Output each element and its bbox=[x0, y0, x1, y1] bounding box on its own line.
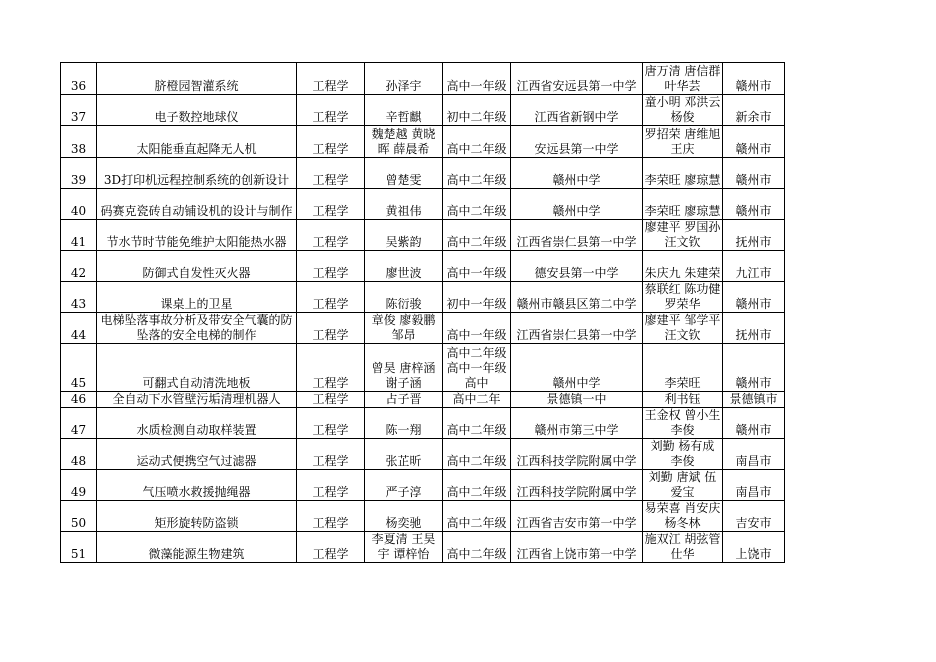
grade-text: 高中二年级 bbox=[446, 423, 507, 437]
cell-project bbox=[97, 63, 297, 95]
no-text: 42 bbox=[70, 266, 87, 280]
no-text: 36 bbox=[70, 79, 87, 93]
city-text: 赣州市 bbox=[735, 423, 772, 437]
cell-no bbox=[61, 408, 97, 439]
cell-project bbox=[97, 344, 297, 392]
no-text: 39 bbox=[70, 173, 87, 187]
grade-text: 高中二年级 bbox=[446, 204, 507, 218]
cell-school bbox=[511, 63, 643, 95]
category-text: 工程学 bbox=[312, 547, 349, 561]
cell-teacher bbox=[643, 251, 723, 282]
school-text: 赣州市赣县区第二中学 bbox=[516, 297, 637, 311]
cell-teacher bbox=[643, 408, 723, 439]
cell-project bbox=[97, 189, 297, 220]
teacher-text: 廖建平 罗国孙 汪文钦 bbox=[644, 220, 721, 249]
teacher-text: 易荣喜 肖安庆 杨冬林 bbox=[644, 501, 721, 530]
no-text: 44 bbox=[70, 328, 87, 342]
teacher-text: 李荣旺 廖琼慧 bbox=[644, 204, 721, 218]
cell-author bbox=[365, 439, 443, 470]
grade-text: 高中二年级 bbox=[446, 173, 507, 187]
table-row bbox=[61, 251, 785, 282]
cell-project bbox=[97, 408, 297, 439]
cell-teacher bbox=[643, 282, 723, 313]
cell-category bbox=[297, 220, 365, 251]
teacher-text: 李荣旺 廖琼慧 bbox=[644, 173, 721, 187]
table-row bbox=[61, 220, 785, 251]
author-text: 严子淳 bbox=[385, 485, 422, 499]
cell-author bbox=[365, 532, 443, 563]
cell-author bbox=[365, 189, 443, 220]
project-text: 节水节时节能免维护太阳能热水器 bbox=[106, 235, 287, 249]
cell-grade bbox=[443, 313, 511, 344]
cell-project bbox=[97, 392, 297, 408]
cell-no bbox=[61, 63, 97, 95]
city-text: 吉安市 bbox=[735, 516, 772, 530]
project-text: 微藻能源生物建筑 bbox=[148, 547, 245, 561]
category-text: 工程学 bbox=[312, 423, 349, 437]
cell-school bbox=[511, 532, 643, 563]
cell-category bbox=[297, 126, 365, 158]
cell-category bbox=[297, 344, 365, 392]
cell-project bbox=[97, 313, 297, 344]
cell-grade bbox=[443, 501, 511, 532]
author-text: 魏楚越 黄晓晖 薛晨希 bbox=[371, 127, 436, 156]
cell-category bbox=[297, 313, 365, 344]
school-text: 赣州中学 bbox=[552, 173, 601, 187]
cell-city bbox=[723, 313, 785, 344]
cell-no bbox=[61, 95, 97, 126]
cell-category bbox=[297, 439, 365, 470]
cell-city bbox=[723, 63, 785, 95]
cell-teacher bbox=[643, 95, 723, 126]
cell-teacher bbox=[643, 392, 723, 408]
cell-author bbox=[365, 282, 443, 313]
cell-school bbox=[511, 408, 643, 439]
cell-city bbox=[723, 251, 785, 282]
cell-city bbox=[723, 392, 785, 408]
city-text: 南昌市 bbox=[735, 485, 772, 499]
author-text: 陈一翔 bbox=[385, 423, 422, 437]
category-text: 工程学 bbox=[312, 485, 349, 499]
cell-category bbox=[297, 63, 365, 95]
teacher-text: 施双江 胡弦管仕华 bbox=[644, 532, 721, 561]
cell-city bbox=[723, 408, 785, 439]
school-text: 江西省安远县第一中学 bbox=[516, 79, 637, 93]
cell-school bbox=[511, 344, 643, 392]
city-text: 抚州市 bbox=[735, 235, 772, 249]
no-text: 40 bbox=[70, 204, 87, 218]
cell-teacher bbox=[643, 220, 723, 251]
cell-project bbox=[97, 532, 297, 563]
cell-city bbox=[723, 501, 785, 532]
grade-text: 高中二年级 bbox=[446, 142, 507, 156]
table-row bbox=[61, 282, 785, 313]
cell-project bbox=[97, 126, 297, 158]
category-text: 工程学 bbox=[312, 204, 349, 218]
cell-grade bbox=[443, 282, 511, 313]
city-text: 赣州市 bbox=[735, 79, 772, 93]
city-text: 赣州市 bbox=[735, 376, 772, 390]
teacher-text: 蔡联红 陈功健 罗荣华 bbox=[644, 282, 721, 311]
grade-text: 高中一年级 bbox=[446, 266, 507, 280]
cell-category bbox=[297, 470, 365, 501]
cell-school bbox=[511, 189, 643, 220]
table-row bbox=[61, 126, 785, 158]
project-text: 防御式自发性灭火器 bbox=[142, 266, 251, 280]
cell-teacher bbox=[643, 63, 723, 95]
cell-city bbox=[723, 532, 785, 563]
cell-city bbox=[723, 95, 785, 126]
cell-grade bbox=[443, 158, 511, 189]
author-text: 廖世波 bbox=[385, 266, 422, 280]
cell-city bbox=[723, 189, 785, 220]
cell-no bbox=[61, 439, 97, 470]
no-text: 51 bbox=[70, 547, 87, 561]
grade-text: 高中二年级 bbox=[446, 547, 507, 561]
cell-school bbox=[511, 282, 643, 313]
no-text: 43 bbox=[70, 297, 87, 311]
no-text: 38 bbox=[70, 142, 87, 156]
cell-no bbox=[61, 470, 97, 501]
school-text: 江西省上饶市第一中学 bbox=[516, 547, 637, 561]
project-text: 码赛克瓷砖自动铺设机的设计与制作 bbox=[100, 204, 293, 218]
cell-school bbox=[511, 95, 643, 126]
cell-grade bbox=[443, 532, 511, 563]
category-text: 工程学 bbox=[312, 79, 349, 93]
grade-text: 高中二年级 bbox=[446, 516, 507, 530]
cell-category bbox=[297, 95, 365, 126]
category-text: 工程学 bbox=[312, 173, 349, 187]
city-text: 赣州市 bbox=[735, 173, 772, 187]
author-text: 孙泽宇 bbox=[385, 79, 422, 93]
cell-teacher bbox=[643, 158, 723, 189]
project-text: 气压喷水救援抛绳器 bbox=[142, 485, 251, 499]
cell-project bbox=[97, 470, 297, 501]
project-text: 电梯坠落事故分析及带安全气囊的防坠落的安全电梯的制作 bbox=[100, 313, 293, 342]
school-text: 景德镇一中 bbox=[546, 392, 607, 406]
school-text: 安远县第一中学 bbox=[534, 142, 619, 156]
city-text: 赣州市 bbox=[735, 204, 772, 218]
cell-no bbox=[61, 282, 97, 313]
cell-author bbox=[365, 313, 443, 344]
cell-teacher bbox=[643, 501, 723, 532]
cell-teacher bbox=[643, 470, 723, 501]
school-text: 江西科技学院附属中学 bbox=[516, 485, 637, 499]
cell-city bbox=[723, 439, 785, 470]
cell-project bbox=[97, 439, 297, 470]
grade-text: 高中二年级 高中一年级 高中 bbox=[446, 346, 507, 390]
school-text: 德安县第一中学 bbox=[534, 266, 619, 280]
project-text: 太阳能垂直起降无人机 bbox=[136, 142, 257, 156]
project-text: 可翻式自动清洗地板 bbox=[142, 376, 251, 390]
grade-text: 高中二年 bbox=[452, 392, 501, 406]
cell-category bbox=[297, 189, 365, 220]
category-text: 工程学 bbox=[312, 454, 349, 468]
cell-teacher bbox=[643, 126, 723, 158]
cell-school bbox=[511, 470, 643, 501]
city-text: 抚州市 bbox=[735, 328, 772, 342]
table-row bbox=[61, 158, 785, 189]
cell-grade bbox=[443, 251, 511, 282]
cell-teacher bbox=[643, 313, 723, 344]
cell-grade bbox=[443, 392, 511, 408]
no-text: 50 bbox=[70, 516, 87, 530]
project-text: 运动式便携空气过滤器 bbox=[136, 454, 257, 468]
category-text: 工程学 bbox=[312, 376, 349, 390]
cell-grade bbox=[443, 95, 511, 126]
cell-school bbox=[511, 220, 643, 251]
cell-grade bbox=[443, 344, 511, 392]
cell-grade bbox=[443, 63, 511, 95]
table-row bbox=[61, 470, 785, 501]
category-text: 工程学 bbox=[312, 266, 349, 280]
cell-school bbox=[511, 158, 643, 189]
author-text: 陈衍骏 bbox=[385, 297, 422, 311]
cell-teacher bbox=[643, 189, 723, 220]
category-text: 工程学 bbox=[312, 297, 349, 311]
project-text: 水质检测自动取样装置 bbox=[136, 423, 257, 437]
school-text: 赣州中学 bbox=[552, 376, 601, 390]
cell-project bbox=[97, 251, 297, 282]
school-text: 江西省新钢中学 bbox=[534, 110, 619, 124]
cell-no bbox=[61, 189, 97, 220]
city-text: 赣州市 bbox=[735, 297, 772, 311]
city-text: 上饶市 bbox=[735, 547, 772, 561]
teacher-text: 刘勤 唐斌 伍爱宝 bbox=[648, 470, 717, 499]
city-text: 景德镇市 bbox=[729, 392, 778, 406]
table-row bbox=[61, 501, 785, 532]
table-row bbox=[61, 439, 785, 470]
category-text: 工程学 bbox=[312, 142, 349, 156]
category-text: 工程学 bbox=[312, 392, 349, 406]
cell-author bbox=[365, 344, 443, 392]
cell-teacher bbox=[643, 439, 723, 470]
project-text: 课桌上的卫星 bbox=[160, 297, 233, 311]
project-text: 全自动下水管壁污垢清理机器人 bbox=[112, 392, 281, 406]
table-row bbox=[61, 95, 785, 126]
cell-school bbox=[511, 251, 643, 282]
cell-no bbox=[61, 392, 97, 408]
teacher-text: 廖建平 邹学平 汪文钦 bbox=[644, 313, 721, 342]
cell-city bbox=[723, 158, 785, 189]
school-text: 江西省吉安市第一中学 bbox=[516, 516, 637, 530]
no-text: 47 bbox=[70, 423, 87, 437]
cell-author bbox=[365, 158, 443, 189]
cell-city bbox=[723, 344, 785, 392]
cell-teacher bbox=[643, 344, 723, 392]
teacher-text: 利书钰 bbox=[664, 392, 701, 406]
teacher-text: 刘勤 杨有成 李俊 bbox=[650, 439, 715, 468]
no-text: 48 bbox=[70, 454, 87, 468]
cell-category bbox=[297, 532, 365, 563]
cell-category bbox=[297, 392, 365, 408]
cell-city bbox=[723, 470, 785, 501]
table-row bbox=[61, 408, 785, 439]
cell-author bbox=[365, 126, 443, 158]
cell-grade bbox=[443, 189, 511, 220]
cell-project bbox=[97, 282, 297, 313]
author-text: 黄祖伟 bbox=[385, 204, 422, 218]
cell-category bbox=[297, 158, 365, 189]
cell-school bbox=[511, 392, 643, 408]
cell-grade bbox=[443, 220, 511, 251]
cell-category bbox=[297, 501, 365, 532]
no-text: 49 bbox=[70, 485, 87, 499]
table-row bbox=[61, 392, 785, 408]
school-text: 江西省崇仁县第一中学 bbox=[516, 328, 637, 342]
project-text: 3D打印机远程控制系统的创新设计 bbox=[103, 173, 290, 187]
grade-text: 高中一年级 bbox=[446, 79, 507, 93]
author-text: 杨奕驰 bbox=[385, 516, 422, 530]
grade-text: 高中二年级 bbox=[446, 454, 507, 468]
cell-project bbox=[97, 158, 297, 189]
cell-author bbox=[365, 63, 443, 95]
cell-author bbox=[365, 251, 443, 282]
cell-no bbox=[61, 158, 97, 189]
author-text: 占子晋 bbox=[385, 392, 422, 406]
cell-project bbox=[97, 95, 297, 126]
school-text: 江西科技学院附属中学 bbox=[516, 454, 637, 468]
author-text: 曾昊 唐梓涵 谢子涵 bbox=[371, 361, 436, 390]
category-text: 工程学 bbox=[312, 516, 349, 530]
cell-city bbox=[723, 220, 785, 251]
school-text: 江西省崇仁县第一中学 bbox=[516, 235, 637, 249]
cell-city bbox=[723, 282, 785, 313]
cell-no bbox=[61, 532, 97, 563]
cell-teacher bbox=[643, 532, 723, 563]
city-text: 九江市 bbox=[735, 266, 772, 280]
grade-text: 初中一年级 bbox=[446, 297, 507, 311]
grade-text: 高中二年级 bbox=[446, 235, 507, 249]
cell-project bbox=[97, 501, 297, 532]
table-row bbox=[61, 189, 785, 220]
city-text: 南昌市 bbox=[735, 454, 772, 468]
teacher-text: 李荣旺 bbox=[664, 376, 701, 390]
teacher-text: 童小明 邓洪云 杨俊 bbox=[644, 95, 721, 124]
cell-grade bbox=[443, 126, 511, 158]
cell-no bbox=[61, 251, 97, 282]
no-text: 46 bbox=[70, 392, 87, 406]
teacher-text: 罗招荣 唐维旭 王庆 bbox=[644, 127, 721, 156]
cell-category bbox=[297, 282, 365, 313]
cell-no bbox=[61, 313, 97, 344]
cell-grade bbox=[443, 408, 511, 439]
table-row bbox=[61, 63, 785, 95]
school-text: 赣州市第三中学 bbox=[534, 423, 619, 437]
project-table bbox=[60, 62, 785, 563]
author-text: 张芷昕 bbox=[385, 454, 422, 468]
grade-text: 高中二年级 bbox=[446, 485, 507, 499]
cell-no bbox=[61, 344, 97, 392]
school-text: 赣州中学 bbox=[552, 204, 601, 218]
cell-city bbox=[723, 126, 785, 158]
no-text: 37 bbox=[70, 110, 87, 124]
no-text: 41 bbox=[70, 235, 87, 249]
cell-school bbox=[511, 313, 643, 344]
cell-school bbox=[511, 439, 643, 470]
city-text: 赣州市 bbox=[735, 142, 772, 156]
author-text: 章俊 廖毅鹏 邹昂 bbox=[371, 313, 436, 342]
cell-author bbox=[365, 501, 443, 532]
cell-grade bbox=[443, 439, 511, 470]
category-text: 工程学 bbox=[312, 110, 349, 124]
cell-project bbox=[97, 220, 297, 251]
cell-school bbox=[511, 501, 643, 532]
city-text: 新余市 bbox=[735, 110, 772, 124]
cell-no bbox=[61, 126, 97, 158]
project-text: 电子数控地球仪 bbox=[154, 110, 239, 124]
cell-author bbox=[365, 470, 443, 501]
category-text: 工程学 bbox=[312, 235, 349, 249]
teacher-text: 唐万清 唐信群 叶华芸 bbox=[644, 64, 721, 93]
cell-author bbox=[365, 220, 443, 251]
cell-no bbox=[61, 501, 97, 532]
cell-author bbox=[365, 95, 443, 126]
cell-author bbox=[365, 392, 443, 408]
cell-school bbox=[511, 126, 643, 158]
grade-text: 高中一年级 bbox=[446, 328, 507, 342]
table-row bbox=[61, 344, 785, 392]
teacher-text: 朱庆九 朱建荣 bbox=[644, 266, 721, 280]
cell-author bbox=[365, 408, 443, 439]
cell-grade bbox=[443, 470, 511, 501]
author-text: 李夏清 王昊宇 谭梓怡 bbox=[371, 532, 436, 561]
author-text: 曾楚雯 bbox=[385, 173, 422, 187]
cell-no bbox=[61, 220, 97, 251]
cell-category bbox=[297, 251, 365, 282]
author-text: 吴紫韵 bbox=[385, 235, 422, 249]
project-text: 矩形旋转防盗锁 bbox=[154, 516, 239, 530]
table-row bbox=[61, 313, 785, 344]
grade-text: 初中二年级 bbox=[446, 110, 507, 124]
teacher-text: 王金权 曾小生 李俊 bbox=[644, 408, 721, 437]
no-text: 45 bbox=[70, 376, 87, 390]
project-text: 脐橙园智灌系统 bbox=[154, 79, 239, 93]
category-text: 工程学 bbox=[312, 328, 349, 342]
author-text: 辛哲麒 bbox=[385, 110, 422, 124]
table-row bbox=[61, 532, 785, 563]
cell-category bbox=[297, 408, 365, 439]
